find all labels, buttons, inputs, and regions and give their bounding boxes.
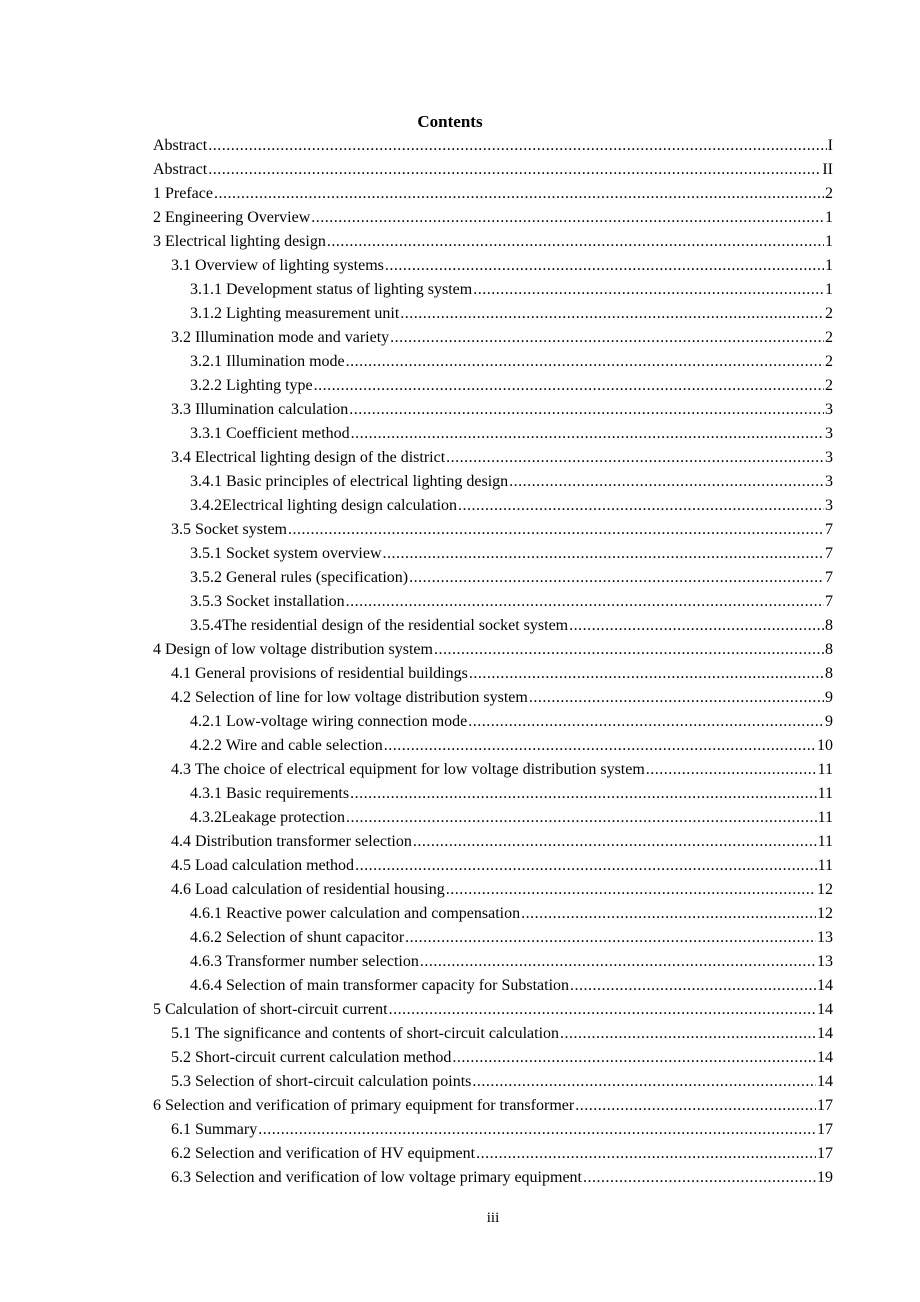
toc-entry-title: 3.1.1 Development status of lighting system: [190, 281, 473, 298]
toc-entry: [153, 1022, 833, 1046]
toc-dot-leader: [570, 974, 816, 998]
toc-entry-page: 3: [825, 449, 833, 466]
toc-dot-leader: [314, 374, 824, 398]
toc-entry-page: 11: [817, 833, 833, 850]
toc-dot-leader: [208, 134, 826, 158]
toc-entry-page: 17: [817, 1097, 833, 1114]
toc-entry-title: 2 Engineering Overview: [153, 209, 311, 226]
toc-entry-page: II: [822, 161, 833, 178]
toc-entry: [153, 638, 833, 662]
toc-entry-title: 4.6 Load calculation of residential housing: [171, 881, 445, 898]
toc-entry-page: 2: [825, 185, 833, 202]
toc-entry-title: 3.2.1 Illumination mode: [190, 353, 345, 370]
toc-entry-page: 14: [817, 1073, 833, 1090]
toc-entry: [153, 374, 833, 398]
toc-entry-page: 7: [825, 545, 833, 562]
toc-entry-title: 4.6.4 Selection of main transformer capacity for Substation: [190, 977, 570, 994]
toc-entry: [153, 398, 833, 422]
toc-entry-title: 4.1 General provisions of residential buildings: [171, 665, 468, 682]
toc-entry: [153, 350, 833, 374]
toc-entry-page: 9: [825, 689, 833, 706]
toc-entry-page: 8: [825, 617, 833, 634]
toc-entry-title: 3 Electrical lighting design: [153, 233, 326, 250]
toc-entry-title: 4.3 The choice of electrical equipment for low voltage distribution system: [171, 761, 645, 778]
toc-entry-title: 4.2.1 Low-voltage wiring connection mode: [190, 713, 468, 730]
toc-dot-leader: [350, 782, 817, 806]
toc-entry-page: 1: [825, 257, 833, 274]
toc-dot-leader: [327, 230, 824, 254]
toc-entry: [153, 494, 833, 518]
toc-entry: [153, 1070, 833, 1094]
toc-dot-leader: [355, 854, 817, 878]
toc-entry: [153, 158, 833, 182]
toc-entry-page: 7: [825, 593, 833, 610]
toc-dot-leader: [346, 590, 824, 614]
toc-entry-title: 4.3.2Leakage protection: [190, 809, 346, 826]
toc-entry-title: 3.5.1 Socket system overview: [190, 545, 382, 562]
toc-entry: [153, 230, 833, 254]
toc-entry: [153, 1094, 833, 1118]
toc-entry: [153, 998, 833, 1022]
toc-dot-leader: [509, 470, 824, 494]
toc-entry-title: 4.2 Selection of line for low voltage distribution system: [171, 689, 528, 706]
toc-dot-leader: [390, 326, 824, 350]
toc-dot-leader: [258, 1118, 816, 1142]
table-of-contents: [153, 134, 833, 1190]
toc-dot-leader: [452, 1046, 816, 1070]
toc-entry-title: 4.6.1 Reactive power calculation and compensation: [190, 905, 521, 922]
toc-entry: [153, 806, 833, 830]
toc-entry-title: 4 Design of low voltage distribution system: [153, 641, 433, 658]
toc-entry-page: 2: [825, 329, 833, 346]
toc-dot-leader: [384, 734, 816, 758]
toc-entry: [153, 1046, 833, 1070]
toc-entry-page: 14: [817, 977, 833, 994]
toc-entry: [153, 134, 833, 158]
toc-entry-page: 14: [817, 1025, 833, 1042]
toc-entry: [153, 1166, 833, 1190]
toc-dot-leader: [529, 686, 824, 710]
toc-entry-page: 2: [825, 377, 833, 394]
toc-entry: [153, 854, 833, 878]
toc-entry-title: 3.4.1 Basic principles of electrical lighting design: [190, 473, 509, 490]
toc-entry: [153, 758, 833, 782]
toc-dot-leader: [560, 1022, 816, 1046]
toc-dot-leader: [405, 926, 816, 950]
toc-entry-page: 14: [817, 1049, 833, 1066]
toc-dot-leader: [420, 950, 816, 974]
toc-entry: [153, 566, 833, 590]
toc-entry-title: 4.3.1 Basic requirements: [190, 785, 350, 802]
toc-entry-page: 13: [817, 953, 833, 970]
toc-entry-title: 3.2 Illumination mode and variety: [171, 329, 390, 346]
toc-dot-leader: [583, 1166, 816, 1190]
toc-entry-page: 12: [817, 881, 833, 898]
toc-entry-title: 4.6.2 Selection of shunt capacitor: [190, 929, 405, 946]
toc-dot-leader: [413, 830, 817, 854]
toc-entry-title: 5.2 Short-circuit current calculation method: [171, 1049, 452, 1066]
toc-entry-title: 4.5 Load calculation method: [171, 857, 355, 874]
toc-dot-leader: [434, 638, 824, 662]
toc-entry: [153, 422, 833, 446]
toc-dot-leader: [346, 806, 817, 830]
toc-entry-page: 9: [825, 713, 833, 730]
toc-entry: [153, 710, 833, 734]
toc-dot-leader: [469, 662, 824, 686]
toc-dot-leader: [288, 518, 824, 542]
toc-entry-title: 3.4 Electrical lighting design of the district: [171, 449, 446, 466]
toc-entry: [153, 446, 833, 470]
toc-entry: [153, 662, 833, 686]
toc-entry-page: 11: [817, 761, 833, 778]
toc-entry-page: I: [827, 137, 833, 154]
toc-dot-leader: [569, 614, 824, 638]
toc-entry: [153, 734, 833, 758]
toc-entry-title: 3.5.2 General rules (specification): [190, 569, 409, 586]
toc-entry-title: 3.4.2Electrical lighting design calculation: [190, 497, 458, 514]
toc-dot-leader: [389, 998, 816, 1022]
toc-entry-page: 8: [825, 665, 833, 682]
toc-entry-page: 1: [825, 281, 833, 298]
toc-entry-page: 1: [825, 209, 833, 226]
toc-entry-title: 6.3 Selection and verification of low voltage primary equipment: [171, 1169, 582, 1186]
toc-entry: [153, 782, 833, 806]
toc-entry-title: 6.1 Summary: [171, 1121, 258, 1138]
toc-entry-page: 11: [817, 785, 833, 802]
toc-entry-title: 1 Preface: [153, 185, 213, 202]
toc-entry: [153, 1142, 833, 1166]
toc-entry-page: 2: [825, 305, 833, 322]
toc-dot-leader: [349, 398, 824, 422]
toc-entry-page: 7: [825, 569, 833, 586]
toc-entry: [153, 926, 833, 950]
toc-dot-leader: [646, 758, 817, 782]
toc-entry: [153, 182, 833, 206]
toc-entry-page: 11: [817, 809, 833, 826]
toc-entry-page: 14: [817, 1001, 833, 1018]
toc-entry-title: 5.1 The significance and contents of short-circuit calculation: [171, 1025, 560, 1042]
toc-entry-title: 6.2 Selection and verification of HV equipment: [171, 1145, 476, 1162]
toc-entry-title: 3.5 Socket system: [171, 521, 287, 538]
toc-entry-title: 3.3 Illumination calculation: [171, 401, 349, 418]
toc-dot-leader: [472, 1070, 816, 1094]
toc-dot-leader: [400, 302, 824, 326]
toc-entry: [153, 590, 833, 614]
toc-entry-page: 2: [825, 353, 833, 370]
toc-dot-leader: [311, 206, 824, 230]
toc-entry: [153, 326, 833, 350]
toc-entry-title: 4.2.2 Wire and cable selection: [190, 737, 383, 754]
toc-entry-page: 3: [825, 497, 833, 514]
toc-dot-leader: [473, 278, 824, 302]
toc-entry-title: 4.6.3 Transformer number selection: [190, 953, 419, 970]
toc-entry-title: 3.5.3 Socket installation: [190, 593, 345, 610]
toc-dot-leader: [409, 566, 824, 590]
toc-entry: [153, 206, 833, 230]
toc-entry-page: 3: [825, 401, 833, 418]
toc-entry: [153, 278, 833, 302]
toc-title: Contents: [417, 112, 483, 131]
toc-entry-title: 3.1 Overview of lighting systems: [171, 257, 384, 274]
toc-dot-leader: [346, 350, 824, 374]
toc-dot-leader: [208, 158, 821, 182]
toc-entry-page: 13: [817, 929, 833, 946]
toc-dot-leader: [446, 446, 824, 470]
toc-entry: [153, 830, 833, 854]
toc-entry-title: 5.3 Selection of short-circuit calculation points: [171, 1073, 472, 1090]
toc-entry: [153, 902, 833, 926]
toc-dot-leader: [575, 1094, 816, 1118]
toc-entry-page: 3: [825, 425, 833, 442]
toc-entry-title: Abstract: [153, 137, 208, 154]
toc-entry: [153, 974, 833, 998]
toc-entry-title: Abstract: [153, 161, 208, 178]
toc-entry: [153, 1118, 833, 1142]
page-number: iii: [486, 1210, 500, 1226]
toc-entry-title: 5 Calculation of short-circuit current: [153, 1001, 388, 1018]
toc-entry-page: 11: [817, 857, 833, 874]
toc-dot-leader: [468, 710, 824, 734]
toc-entry: [153, 518, 833, 542]
toc-entry-title: 6 Selection and verification of primary equipment for transformer: [153, 1097, 575, 1114]
toc-dot-leader: [385, 254, 824, 278]
toc-entry-page: 10: [817, 737, 833, 754]
toc-entry-page: 8: [825, 641, 833, 658]
toc-entry-title: 3.2.2 Lighting type: [190, 377, 313, 394]
toc-dot-leader: [351, 422, 824, 446]
toc-entry-page: 17: [817, 1145, 833, 1162]
toc-entry-title: 3.5.4The residential design of the residential socket system: [190, 617, 569, 634]
toc-entry-title: 3.3.1 Coefficient method: [190, 425, 350, 442]
toc-dot-leader: [383, 542, 824, 566]
toc-entry: [153, 254, 833, 278]
toc-entry: [153, 614, 833, 638]
toc-entry: [153, 686, 833, 710]
toc-entry-page: 17: [817, 1121, 833, 1138]
toc-entry-page: 7: [825, 521, 833, 538]
toc-dot-leader: [446, 878, 816, 902]
toc-entry-page: 3: [825, 473, 833, 490]
toc-entry-page: 19: [817, 1169, 833, 1186]
toc-entry: [153, 950, 833, 974]
toc-entry: [153, 878, 833, 902]
toc-entry-title: 3.1.2 Lighting measurement unit: [190, 305, 400, 322]
toc-dot-leader: [521, 902, 816, 926]
toc-entry: [153, 302, 833, 326]
toc-entry-page: 1: [825, 233, 833, 250]
toc-entry: [153, 542, 833, 566]
toc-dot-leader: [476, 1142, 816, 1166]
toc-dot-leader: [458, 494, 824, 518]
toc-dot-leader: [214, 182, 824, 206]
toc-entry-title: 4.4 Distribution transformer selection: [171, 833, 412, 850]
toc-entry: [153, 470, 833, 494]
toc-entry-page: 12: [817, 905, 833, 922]
